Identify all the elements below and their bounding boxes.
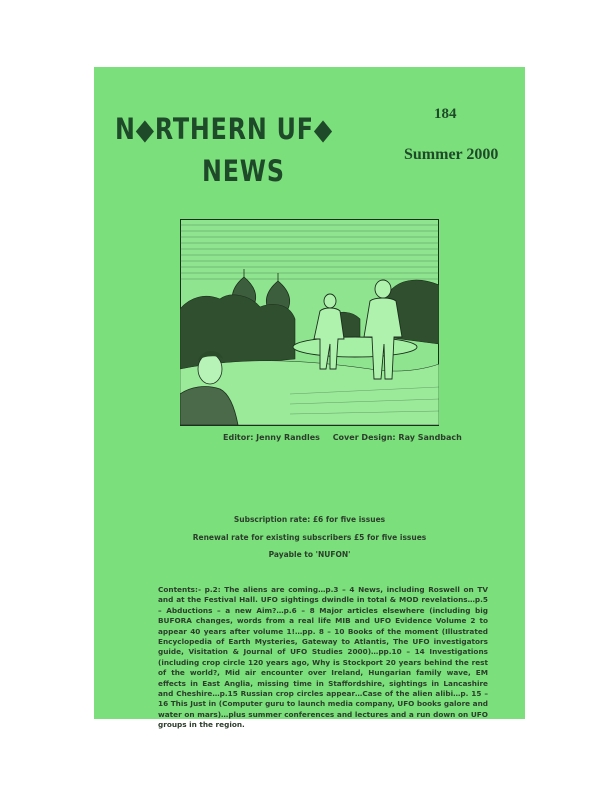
issue-season: Summer 2000 [404, 146, 499, 163]
masthead-line2: NEWS [202, 154, 285, 188]
editor-credit: Editor: Jenny Randles [223, 433, 320, 442]
renewal-rate: Renewal rate for existing subscribers £5 for five issues [192, 533, 427, 542]
payable-to: Payable to 'NUFON' [268, 550, 351, 559]
contents-paragraph: Contents:- p.2: The aliens are coming…p.3 – 4 News, including Roswell on TV and at the Festival Hall. UFO sightings dwindle in total & MOD revelations…p.5 – Abductions – a new Aim?…p.6 – 8 Major articles elsewhere (including big BUFORA changes, words from a real life MIB and UFO Evidence Volume 2 to appear 40 years after volume 1!…pp. 8 – 10 Books of the moment (Illustrated Encyclopedia of Earth Mysteries, Gateway to Atlantis, The UFO investigators guide, Visitation & Journal of UFO Studies 2000)…pp.10 – 14 Investigations (including crop circle 120 years ago, Why is Stockport 20 years behind the rest of the world?, Mid air encounter over Ireland, Hungarian family wave, EM effects in East Anglia, missing time in Staffordshire, sightings in Lancashire and Cheshire…p.15 Russian crop circles appear…Case of the alien alibi…p. 15 – 16 This Just in (Computer guru to launch media company, UFO books galore and water on mars)…plus summer conferences and lectures and a run down on UFO groups in the region. [158, 585, 488, 730]
issue-number: 184 [434, 106, 457, 122]
cover-credit: Cover Design: Ray Sandbach [332, 433, 462, 442]
subscription-rate: Subscription rate: £6 for five issues [233, 515, 386, 524]
credits-line [180, 433, 462, 442]
cover-illustration [180, 219, 439, 426]
masthead-line1: N◆RTHERN UF◆ [115, 112, 333, 146]
